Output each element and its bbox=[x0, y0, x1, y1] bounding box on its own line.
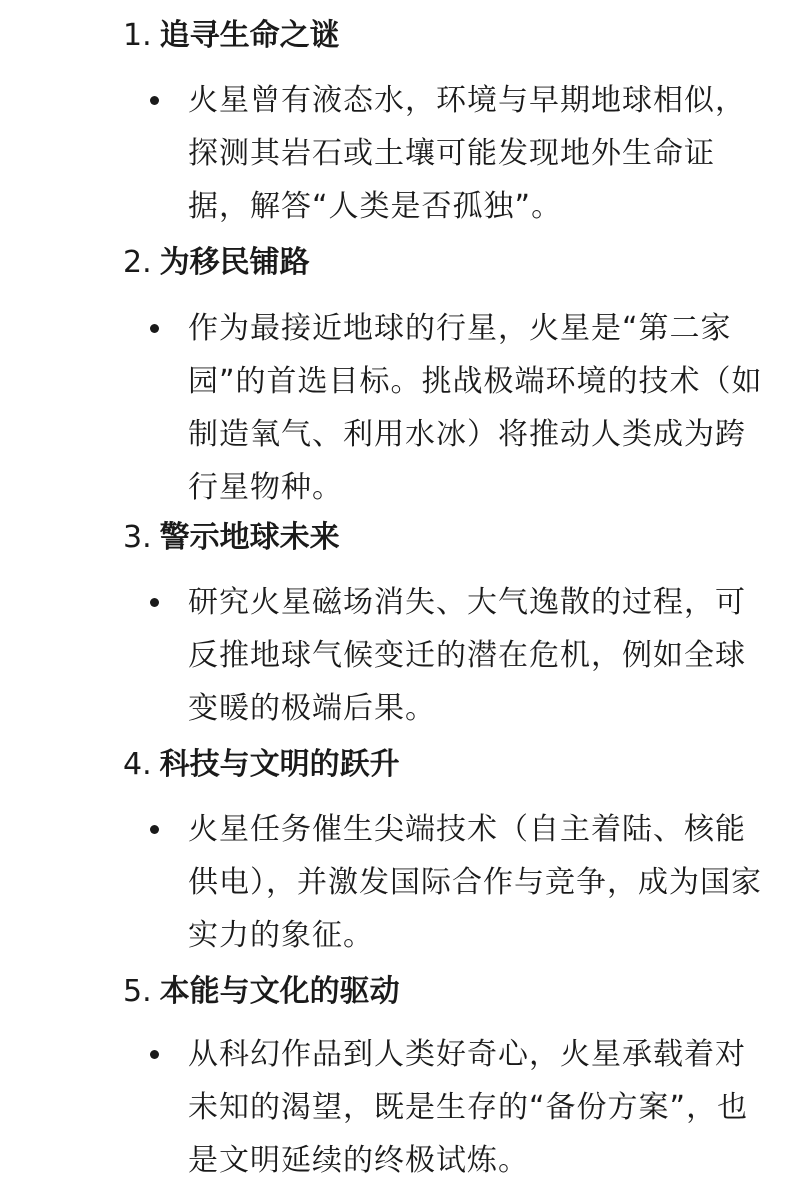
bullet-text: 作为最接近地球的行星，火星是“第二家园”的首选目标。挑战极端环境的技术（如制造氧气、利用水冰）将推动人类成为跨行星物种。 bbox=[188, 311, 763, 505]
section-heading bbox=[123, 243, 310, 283]
item-title: 警示地球未来 bbox=[159, 520, 340, 555]
section-heading bbox=[123, 745, 400, 785]
item-number: 1. bbox=[123, 18, 152, 53]
section-heading bbox=[123, 518, 340, 558]
bullet-icon bbox=[150, 1050, 159, 1059]
bullet-text: 从科幻作品到人类好奇心，火星承载着对未知的渴望，既是生存的“备份方案”，也是文明延续的终极试炼。 bbox=[188, 1037, 749, 1178]
bullet-text: 研究火星磁场消失、大气逸散的过程，可反推地球气候变迁的潜在危机，例如全球变暖的极端后果。 bbox=[188, 585, 746, 726]
item-title: 追寻生命之谜 bbox=[159, 18, 340, 53]
bullet-icon bbox=[150, 96, 159, 105]
bullet-text: 火星曾有液态水，环境与早期地球相似，探测其岩石或土壤可能发现地外生命证据，解答“人类是否孤独”。 bbox=[188, 83, 746, 224]
section-heading bbox=[123, 16, 340, 56]
item-number: 3. bbox=[123, 520, 152, 555]
bullet-icon bbox=[150, 324, 159, 333]
bullet-icon bbox=[150, 598, 159, 607]
section-heading bbox=[123, 972, 400, 1012]
item-title: 本能与文化的驱动 bbox=[159, 974, 400, 1009]
bullet-text: 火星任务催生尖端技术（自主着陆、核能供电），并激发国际合作与竞争，成为国家实力的象征。 bbox=[188, 812, 762, 953]
item-title: 科技与文明的跃升 bbox=[159, 747, 400, 782]
item-number: 4. bbox=[123, 747, 152, 782]
bullet-icon bbox=[150, 825, 159, 834]
item-number: 2. bbox=[123, 245, 152, 280]
item-number: 5. bbox=[123, 974, 152, 1009]
item-title: 为移民铺路 bbox=[159, 245, 310, 280]
